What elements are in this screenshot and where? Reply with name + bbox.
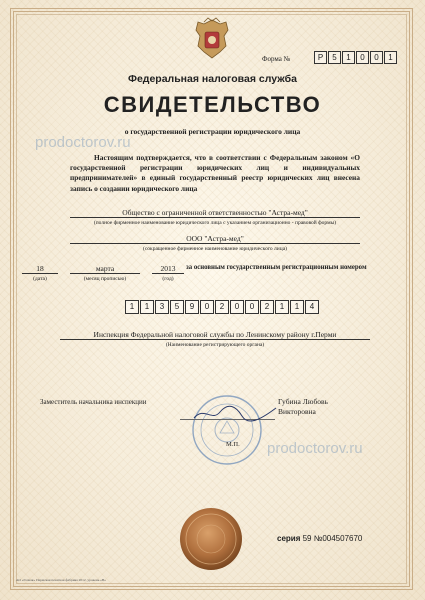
- watermark-text: prodoctorov.ru: [267, 440, 363, 457]
- form-code-char: Р: [314, 51, 327, 64]
- signer-name-line1: Губина Любовь: [278, 397, 328, 406]
- signer-name-line2: Викторовна: [278, 407, 316, 416]
- ogrn-digit: 2: [215, 300, 229, 314]
- watermark-text: prodoctorov.ru: [35, 134, 131, 151]
- form-code-char: 0: [356, 51, 369, 64]
- ogrn-digit: 1: [125, 300, 139, 314]
- registering-authority-caption: (Наименование регистрирующего органа): [165, 342, 265, 348]
- series-code: 59: [302, 534, 312, 543]
- confirmation-paragraph: Настоящим подтверждается, что в соответствии с Федеральным законом «О государственной регистрации юридических лиц и индивидуальных предпринимателей» в единый государственный реестр юридических лиц внесена запись о создании юридического лица: [70, 153, 360, 193]
- document-title: СВИДЕТЕЛЬСТВО: [103, 92, 322, 117]
- serial-number: №004507670: [313, 534, 363, 543]
- ogrn-digit: 1: [290, 300, 304, 314]
- series-label: серия: [277, 534, 301, 543]
- form-code-char: 0: [370, 51, 383, 64]
- registration-year: 2013: [152, 264, 184, 274]
- signer-name: [278, 397, 328, 417]
- signer-position: Заместитель начальника инспекции: [40, 398, 147, 406]
- ogrn-digit: 1: [140, 300, 154, 314]
- registration-month: марта: [70, 264, 140, 274]
- registration-number-label: за основным государственным регистрационным номером: [186, 264, 367, 271]
- day-caption: (дата): [33, 276, 47, 282]
- month-caption: (месяц прописью): [83, 276, 127, 282]
- ogrn-digit: 0: [200, 300, 214, 314]
- registering-authority: Инспекция Федеральной налоговой службы по Ленинскому району г.Перми: [60, 330, 370, 340]
- entity-short-name: ООО "Астра-мед": [70, 234, 360, 244]
- agency-name: Федеральная налоговая служба: [128, 73, 297, 85]
- coat-of-arms-icon: [190, 16, 234, 62]
- hologram-seal-icon: [178, 506, 244, 572]
- ogrn-digit: 4: [305, 300, 319, 314]
- ogrn-digit: 1: [275, 300, 289, 314]
- document-subtitle: о государственной регистрации юридического лица: [124, 127, 301, 136]
- ogrn-digit: 2: [260, 300, 274, 314]
- form-number-boxes: [314, 51, 398, 64]
- series-number: [277, 534, 362, 543]
- form-number-label: Форма №: [262, 55, 291, 63]
- entity-full-name: Общество с ограниченной ответственностью "Астра-мед": [70, 208, 360, 218]
- ogrn-digit: 9: [185, 300, 199, 314]
- form-code-char: 5: [328, 51, 341, 64]
- registration-day: 18: [22, 264, 58, 274]
- form-code-char: 1: [384, 51, 397, 64]
- printer-imprint: АО «Гознак» Пермская печатная фабрика 2012, уровень «В»: [16, 578, 107, 582]
- entity-short-name-caption: (сокращенное фирменное наименование юридического лица): [143, 246, 287, 252]
- entity-full-name-caption: (полное фирменное наименование юридического лица с указанием организационно - правовой формы): [93, 220, 337, 226]
- seal-place-label: М.П.: [226, 441, 240, 448]
- handwritten-signature-icon: [190, 402, 280, 424]
- ogrn-digit: 0: [245, 300, 259, 314]
- year-caption: (год): [162, 276, 174, 282]
- ogrn-boxes: [125, 300, 320, 314]
- form-code-char: 1: [342, 51, 355, 64]
- ogrn-digit: 0: [230, 300, 244, 314]
- ogrn-digit: 3: [155, 300, 169, 314]
- ogrn-digit: 5: [170, 300, 184, 314]
